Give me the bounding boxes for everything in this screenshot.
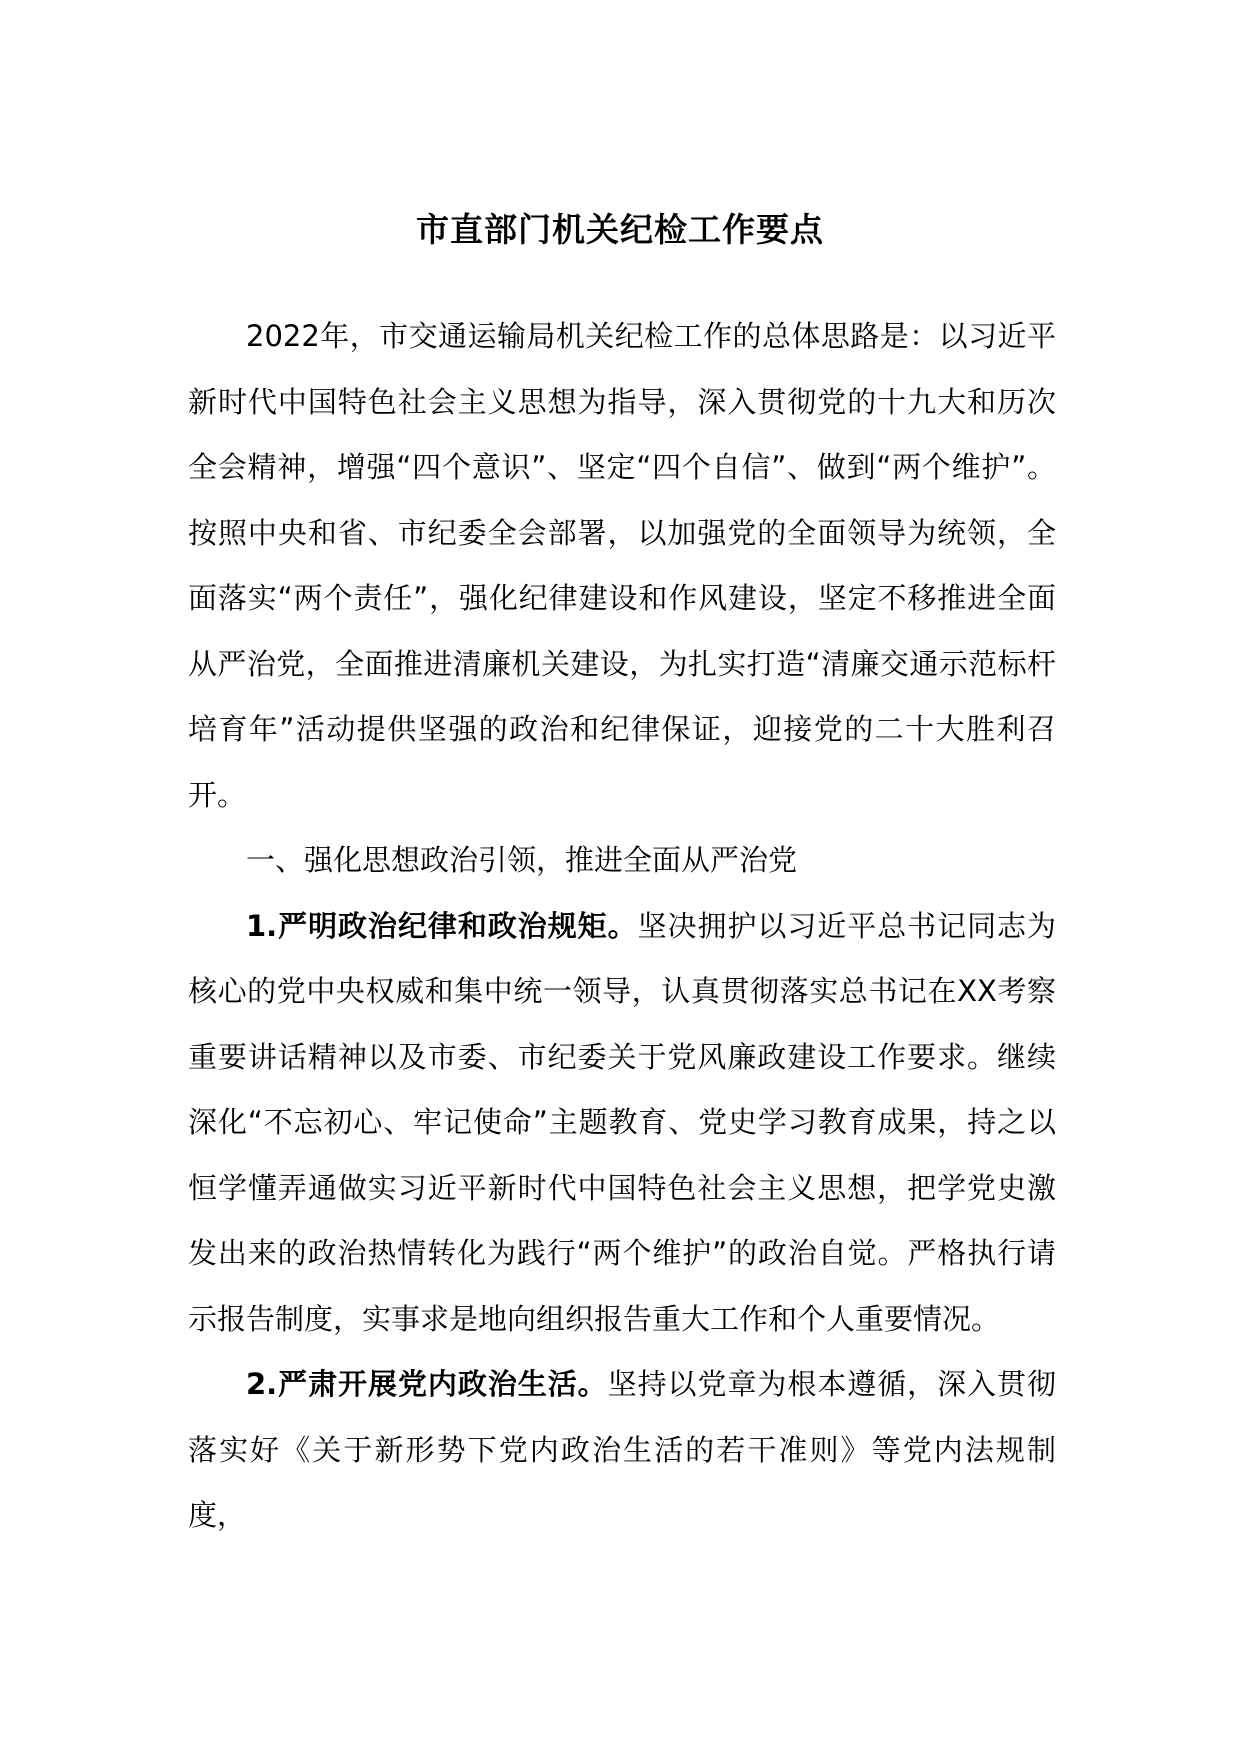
document-title: 市直部门机关纪检工作要点 bbox=[416, 210, 824, 249]
item-text-1: 坚决拥护以习近平总书记同志为核心的党中央权威和集中统一领导，认真贯彻落实总书记在XX考察重要讲话精神以及市委、市纪委关于党风廉政建设工作要求。继续深化“不忘初心、牢记使命”主题教育、党史学习教育成果，持之以恒学懂弄通做实习近平新时代中国特色社会主义思想，把学党史激发出来的政治热情转化为践行“两个维护”的政治自觉。严格执行请示报告制度，实事求是地向组织报告重大工作和个人重要情况。 bbox=[188, 908, 1056, 1336]
intro-paragraph: 2022年，市交通运输局机关纪检工作的总体思路是：以习近平新时代中国特色社会主义思想为指导，深入贯彻党的十九大和历次全会精神，增强“四个意识”、坚定“四个自信”、做到“两个维护”。按照中央和省、市纪委全会部署，以加强党的全面领导为统领，全面落实“两个责任”，强化纪律建设和作风建设，坚定不移推进全面从严治党，全面推进清廉机关建设，为扎实打造“清廉交通示范标杆培育年”活动提供坚强的政治和纪律保证，迎接党的二十大胜利召开。 bbox=[188, 319, 1056, 812]
document-body bbox=[188, 304, 1056, 1549]
item-paragraph-2 bbox=[188, 1352, 1056, 1549]
item-paragraph-1 bbox=[188, 894, 1056, 1353]
item-text-2: 坚持以党章为根本遵循，深入贯彻落实好《关于新形势下党内政治生活的若干准则》等党内法规制度， bbox=[188, 1367, 1056, 1532]
item-lead-1: 1.严明政治纪律和政治规矩。 bbox=[246, 908, 638, 943]
item-lead-2: 2.严肃开展党内政治生活。 bbox=[246, 1367, 608, 1401]
section-heading: 一、强化思想政治引领，推进全面从严治党 bbox=[246, 843, 798, 877]
